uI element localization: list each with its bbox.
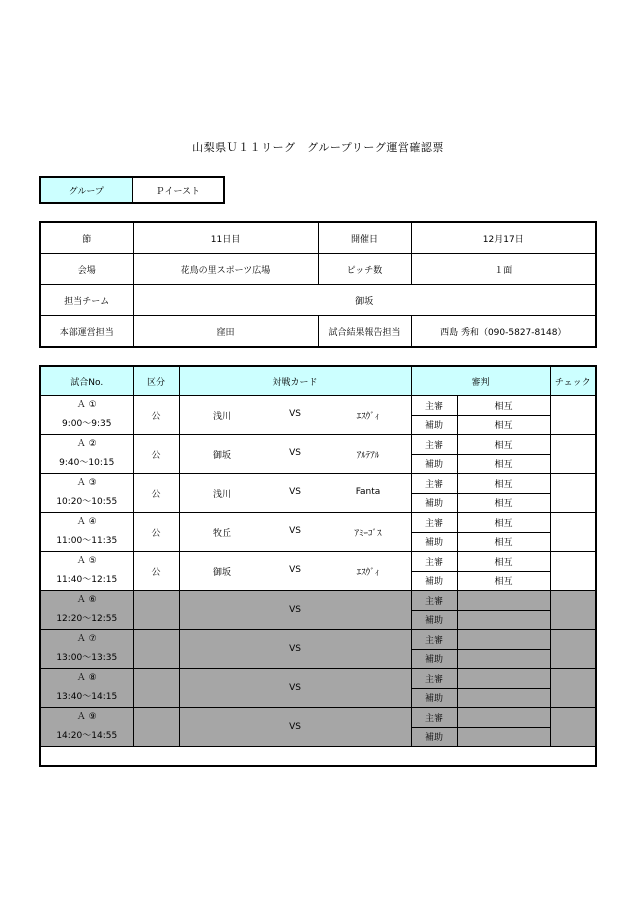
match-time: 12:20～12:55 [56,614,118,624]
match-kubun [133,669,179,708]
main-ref-value: 相互 [457,474,550,494]
header-card: 対戦カード [179,366,411,396]
team-value: 御坂 [133,285,596,316]
header-kubun: 区分 [133,366,179,396]
match-card [179,396,411,435]
check-cell [550,591,596,630]
main-ref-value: 相互 [457,435,550,455]
assist-ref-value: 相互 [457,532,550,552]
match-no-cell [40,630,133,669]
match-no-cell [40,552,133,591]
main-ref-label: 主審 [411,435,457,455]
home-team [186,605,259,615]
pitch-value: １面 [411,254,596,285]
page-title: 山梨県Ｕ１１リーグ グループリーグ運営確認票 [192,141,444,154]
assist-ref-label: 補助 [411,727,457,747]
match-kubun: 公 [133,552,179,591]
match-kubun [133,708,179,747]
hq-label: 本部運営担当 [40,316,133,348]
empty-row [40,747,596,767]
empty-cell [40,747,596,767]
check-cell [550,435,596,474]
away-team [332,605,405,615]
away-team [332,644,405,654]
main-ref-label: 主審 [411,396,457,416]
home-team: 浅川 [212,411,231,422]
check-cell [550,708,596,747]
home-team [186,644,259,654]
main-ref-label: 主審 [411,630,457,650]
assist-ref-value: 相互 [457,571,550,591]
match-time: 13:00～13:35 [56,653,118,663]
assist-ref-value [457,727,550,747]
match-no-cell [40,435,133,474]
match-no: Ａ ① [76,400,97,410]
assist-ref-value: 相互 [457,493,550,513]
home-team [186,722,259,732]
venue-label: 会場 [40,254,133,285]
assist-ref-value: 相互 [457,415,550,435]
main-ref-value [457,630,550,650]
date-value: 12月17日 [411,222,596,254]
vs-label: VS [289,683,301,693]
match-no-cell [40,708,133,747]
match-time: 10:20～10:55 [56,497,118,507]
match-no-cell [40,396,133,435]
main-ref-value: 相互 [457,513,550,533]
vs-label: VS [289,525,301,536]
away-team: ｴｽｳﾞｨ [356,567,380,578]
match-card [179,630,411,669]
match-kubun: 公 [133,474,179,513]
match-time: 13:40～14:15 [56,692,118,702]
match-card [179,669,411,708]
report-value: 西島 秀和（090-5827-8148） [411,316,596,348]
main-ref-label: 主審 [411,591,457,611]
main-ref-value [457,669,550,689]
match-card [179,552,411,591]
home-team: 御坂 [212,567,231,578]
vs-label: VS [289,408,301,419]
match-row [40,474,596,494]
header-no: 試合No. [40,366,133,396]
assist-ref-value [457,649,550,669]
group-table [39,176,225,204]
main-ref-label: 主審 [411,552,457,572]
vs-label: VS [289,605,301,615]
hq-value: 窪田 [133,316,318,348]
match-card [179,435,411,474]
match-time: 9:40～10:15 [59,458,115,468]
date-label: 開催日 [318,222,411,254]
vs-label: VS [289,722,301,732]
info-table [39,221,597,348]
match-row [40,552,596,572]
match-kubun: 公 [133,435,179,474]
home-team [186,683,259,693]
main-ref-label: 主審 [411,669,457,689]
assist-ref-label: 補助 [411,610,457,630]
match-row [40,630,596,650]
vs-label: VS [289,644,301,654]
match-kubun: 公 [133,513,179,552]
match-no-cell [40,591,133,630]
match-row [40,513,596,533]
match-card [179,591,411,630]
vs-label: VS [289,486,301,497]
assist-ref-label: 補助 [411,649,457,669]
away-team: Fanta [355,486,381,497]
match-no: Ａ ⑧ [76,673,97,683]
match-row [40,591,596,611]
match-kubun [133,630,179,669]
match-time: 11:40～12:15 [56,575,118,585]
match-row [40,396,596,416]
match-time: 14:20～14:55 [56,731,118,741]
match-no: Ａ ③ [76,478,97,488]
group-value: Ｐイースト [132,177,224,203]
away-team [332,722,405,732]
match-no-cell [40,474,133,513]
assist-ref-label: 補助 [411,493,457,513]
assist-ref-value [457,688,550,708]
check-cell [550,513,596,552]
main-ref-label: 主審 [411,474,457,494]
pitch-label: ピッチ数 [318,254,411,285]
report-label: 試合結果報告担当 [318,316,411,348]
vs-label: VS [289,564,301,575]
assist-ref-value [457,610,550,630]
check-cell [550,396,596,435]
match-row [40,708,596,728]
away-team: ｱﾙﾃｱﾙ [356,450,380,461]
assist-ref-label: 補助 [411,688,457,708]
match-no: Ａ ④ [76,517,97,527]
away-team [332,683,405,693]
match-no: Ａ ⑨ [76,712,97,722]
main-ref-value [457,708,550,728]
away-team: ｱﾐｰｺﾞｽ [354,528,382,539]
match-card [179,474,411,513]
section-value: 11日目 [133,222,318,254]
vs-label: VS [289,447,301,458]
match-card [179,708,411,747]
assist-ref-label: 補助 [411,571,457,591]
main-ref-label: 主審 [411,708,457,728]
venue-value: 花鳥の里スポーツ広場 [133,254,318,285]
assist-ref-label: 補助 [411,532,457,552]
schedule-table [39,365,597,767]
home-team: 浅川 [212,489,231,500]
match-kubun [133,591,179,630]
assist-ref-label: 補助 [411,415,457,435]
group-label: グループ [40,177,132,203]
main-ref-label: 主審 [411,513,457,533]
match-row [40,435,596,455]
check-cell [550,630,596,669]
match-time: 11:00～11:35 [56,536,118,546]
match-no: Ａ ⑥ [76,595,97,605]
match-no: Ａ ② [76,439,97,449]
match-card [179,513,411,552]
assist-ref-value: 相互 [457,454,550,474]
match-row [40,669,596,689]
home-team: 御坂 [212,450,231,461]
check-cell [550,552,596,591]
match-no-cell [40,513,133,552]
match-time: 9:00～9:35 [62,419,112,429]
match-no: Ａ ⑤ [76,556,97,566]
section-label: 節 [40,222,133,254]
header-check: チェック [550,366,596,396]
match-kubun: 公 [133,396,179,435]
header-ref: 審判 [411,366,550,396]
home-team: 牧丘 [212,528,231,539]
check-cell [550,669,596,708]
main-ref-value: 相互 [457,552,550,572]
team-label: 担当チーム [40,285,133,316]
assist-ref-label: 補助 [411,454,457,474]
match-no: Ａ ⑦ [76,634,97,644]
match-no-cell [40,669,133,708]
main-ref-value [457,591,550,611]
main-ref-value: 相互 [457,396,550,416]
away-team: ｴｽｳﾞｨ [356,411,380,422]
check-cell [550,474,596,513]
